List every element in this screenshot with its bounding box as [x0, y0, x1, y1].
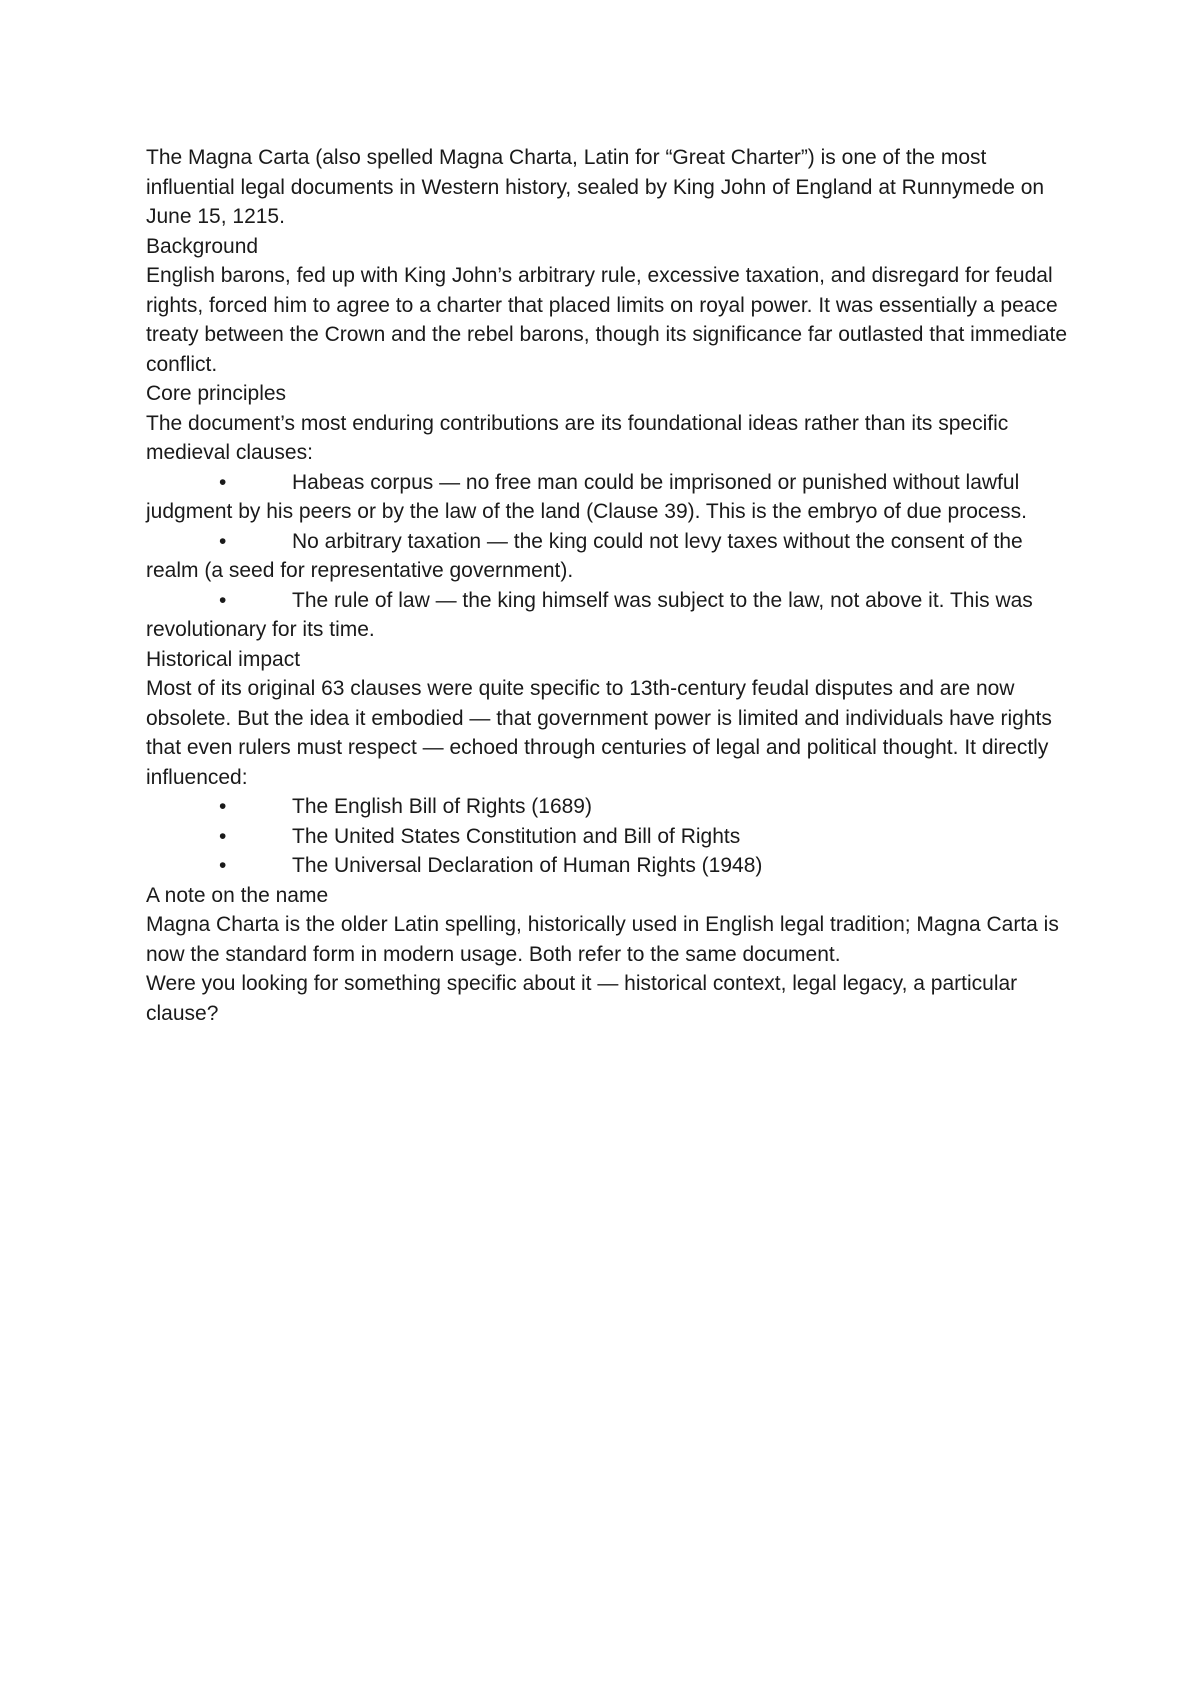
- list-item-text: Habeas corpus — no free man could be imprisoned or punished without lawful judgment by his peers or by the law of the land (Clause 39). This is the embryo of due process.: [146, 470, 1027, 523]
- list-item-text: No arbitrary taxation — the king could not levy taxes without the consent of the realm (a seed for representative government).: [146, 529, 1023, 582]
- list-item-text: The rule of law — the king himself was subject to the law, not above it. This was revolutionary for its time.: [146, 588, 1033, 641]
- closing-question: Were you looking for something specific about it — historical context, legal legacy, a particular clause?: [146, 972, 1018, 1025]
- list-item-text: The English Bill of Rights (1689): [292, 795, 592, 818]
- list-item: [146, 851, 1071, 881]
- name-note-heading: A note on the name: [146, 883, 329, 907]
- list-item-text: The Universal Declaration of Human Rights (1948): [292, 854, 763, 877]
- intro-paragraph: The Magna Carta (also spelled Magna Charta, Latin for “Great Charter”) is one of the most influential legal documents in Western history, sealed by King John of England at Runnymede on June 15, 1215.: [146, 146, 1045, 228]
- list-item-text: The United States Constitution and Bill of Rights: [292, 824, 741, 848]
- historical-impact-heading: Historical impact: [146, 647, 301, 671]
- list-item: [146, 527, 1071, 586]
- bullet-icon: •: [219, 854, 227, 877]
- core-principles-paragraph: The document’s most enduring contributions are its foundational ideas rather than its specific medieval clauses:: [146, 411, 1009, 464]
- bullet-icon: •: [219, 795, 227, 818]
- background-paragraph: English barons, fed up with King John’s arbitrary rule, excessive taxation, and disregard for feudal rights, forced him to agree to a charter that placed limits on royal power. It was essentially a peace treaty between the Crown and the rebel barons, though its significance far outlasted that immediate conflict.: [146, 264, 1068, 376]
- list-item: [146, 586, 1071, 645]
- background-heading: Background: [146, 234, 259, 258]
- bullet-icon: •: [219, 470, 227, 494]
- influence-list: [146, 792, 1071, 881]
- core-principles-heading: Core principles: [146, 382, 287, 405]
- bullet-icon: •: [219, 529, 227, 553]
- list-item: [146, 822, 1071, 852]
- name-note-paragraph: Magna Charta is the older Latin spelling, historically used in English legal tradition; Magna Carta is now the standard form in modern usage. Both refer to the same document.: [146, 913, 1059, 966]
- list-item: [146, 468, 1071, 527]
- historical-impact-paragraph: Most of its original 63 clauses were quite specific to 13th-century feudal disputes and are now obsolete. But the idea it embodied — that government power is limited and individuals have rights that even rulers must respect — echoed through centuries of legal and political thought. It directly influenced:: [146, 677, 1052, 789]
- bullet-icon: •: [219, 588, 227, 612]
- list-item: [146, 792, 1071, 822]
- document-body: [146, 143, 1071, 1028]
- bullet-icon: •: [219, 824, 227, 848]
- core-principles-list: [146, 468, 1071, 645]
